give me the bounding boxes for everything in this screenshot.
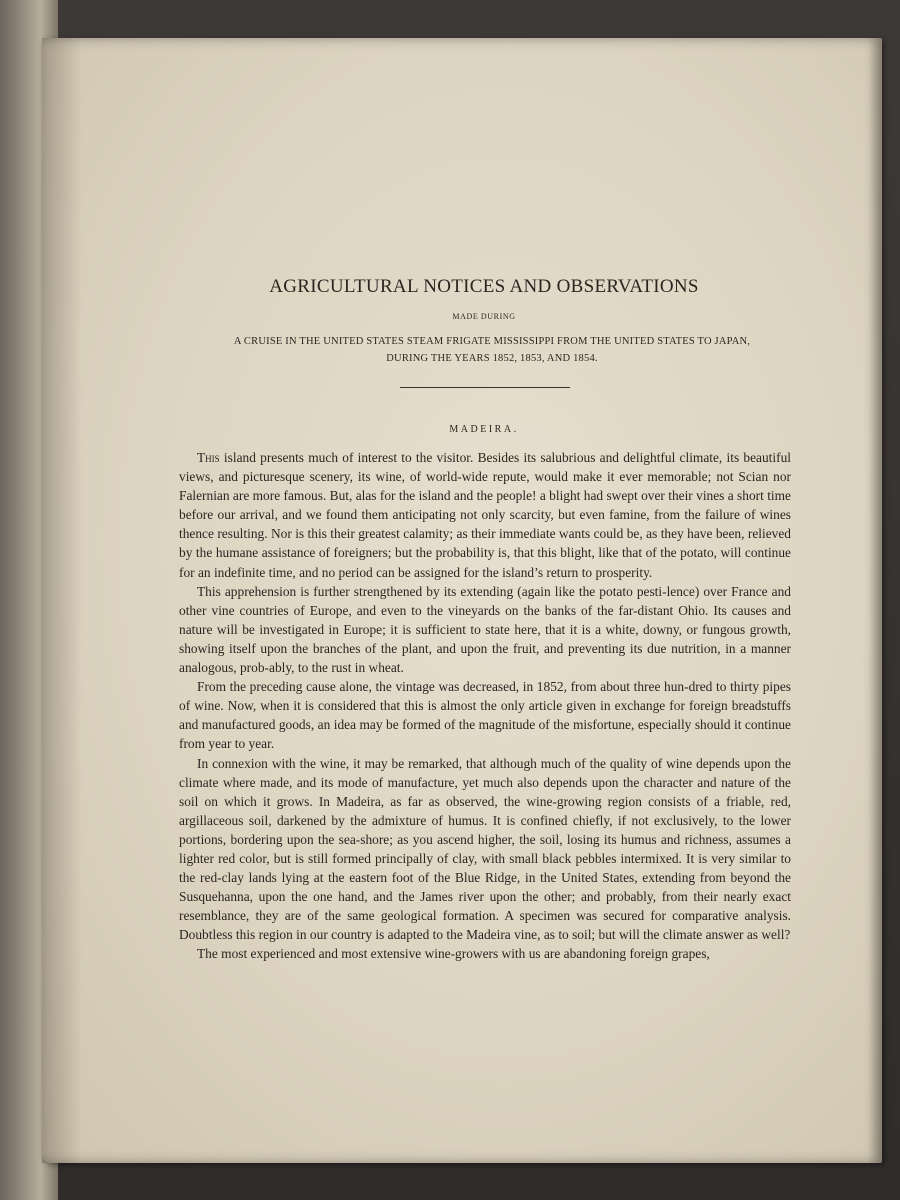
book-page: [42, 38, 882, 1163]
paragraph: [179, 944, 791, 963]
paragraph-lead-word: This: [197, 450, 220, 465]
body-text: [179, 448, 791, 964]
document-subtitle: [192, 333, 792, 367]
made-during-line: MADE DURING: [452, 312, 516, 321]
paragraph: [179, 754, 791, 945]
paragraph-text: This apprehension is further strengthened by its extending (again like the potato pesti-lence) over France and other vine countries of Europe, and even to the vineyards on the banks of the far-distant Ohio. Its causes and nature will be investigated in Europe; it is sufficient to state here, that it is a white, downy, or fungous growth, showing itself upon the branches of the plant, and upon the fruit, and preventing its due nutrition, in a manner analogous, prob-ably, to the rust in wheat.: [179, 583, 791, 676]
title-rule: [400, 387, 570, 388]
paragraph: [179, 582, 791, 677]
document-title: AGRICULTURAL NOTICES AND OBSERVATIONS: [269, 276, 699, 297]
subtitle-line-1: A CRUISE IN THE UNITED STATES STEAM FRIGATE MISSISSIPPI FROM THE UNITED STATES TO JAPAN,: [233, 336, 751, 347]
paragraph: [179, 448, 791, 582]
page-edge-shadow: [868, 38, 882, 1163]
paragraph-text: From the preceding cause alone, the vintage was decreased, in 1852, from about three hun-dred to thirty pipes of wine. Now, when it is considered that this is almost the only article given in exchange for foreign breadstuffs and manufactured goods, an idea may be formed of the magnitude of the misfortune, especially should it continue from year to year.: [179, 679, 791, 752]
section-heading: MADEIRA.: [449, 424, 519, 435]
paragraph: [179, 677, 791, 753]
subtitle-line-2: DURING THE YEARS 1852, 1853, AND 1854.: [386, 353, 598, 364]
paragraph-text: The most experienced and most extensive wine-growers with us are abandoning foreign grapes,: [197, 946, 710, 962]
paragraph-text: island presents much of interest to the visitor. Besides its salubrious and delightful climate, its beautiful views, and picturesque scenery, its wine, of world-wide repute, would make it ever memorable; not Scian nor Falernian are more famous. But, alas for the island and the people! a blight had swept over their vines a short time before our arrival, and we found them anticipating not only scarcity, but even famine, from the failure of wines thence resulting. Nor is this their greatest calamity; as their immediate wants could be, as they have been, relieved by the humane assistance of foreigners; but the probability is, that this blight, like that of the potato, will continue for an indefinite time, and no period can be assigned for the island’s return to prosperity.: [179, 450, 791, 580]
gutter-shadow: [42, 38, 82, 1163]
paragraph-text: In connexion with the wine, it may be remarked, that although much of the quality of wine depends upon the climate where made, and its mode of manufacture, yet much also depends upon the character and nature of the soil on which it grows. In Madeira, as far as observed, the wine-growing region consists of a friable, red, argillaceous soil, darkened by the admixture of humus. It is confined chiefly, if not exclusively, to the lower portions, bordering upon the sea-shore; as you ascend higher, the soil, losing its humus and richness, assumes a lighter red color, but is still formed principally of clay, with small black pebbles intermixed. It is very similar to the red-clay lands lying at the eastern foot of the Blue Ridge, in the United States, extending from beyond the Susquehanna, upon the one hand, and the James river upon the other; and probably, from their nearly exact resemblance, they are of the same geological formation. A specimen was secured for comparative analysis. Doubtless this region in our country is adapted to the Madeira vine, as to soil; but will the climate answer as well?: [179, 755, 791, 943]
